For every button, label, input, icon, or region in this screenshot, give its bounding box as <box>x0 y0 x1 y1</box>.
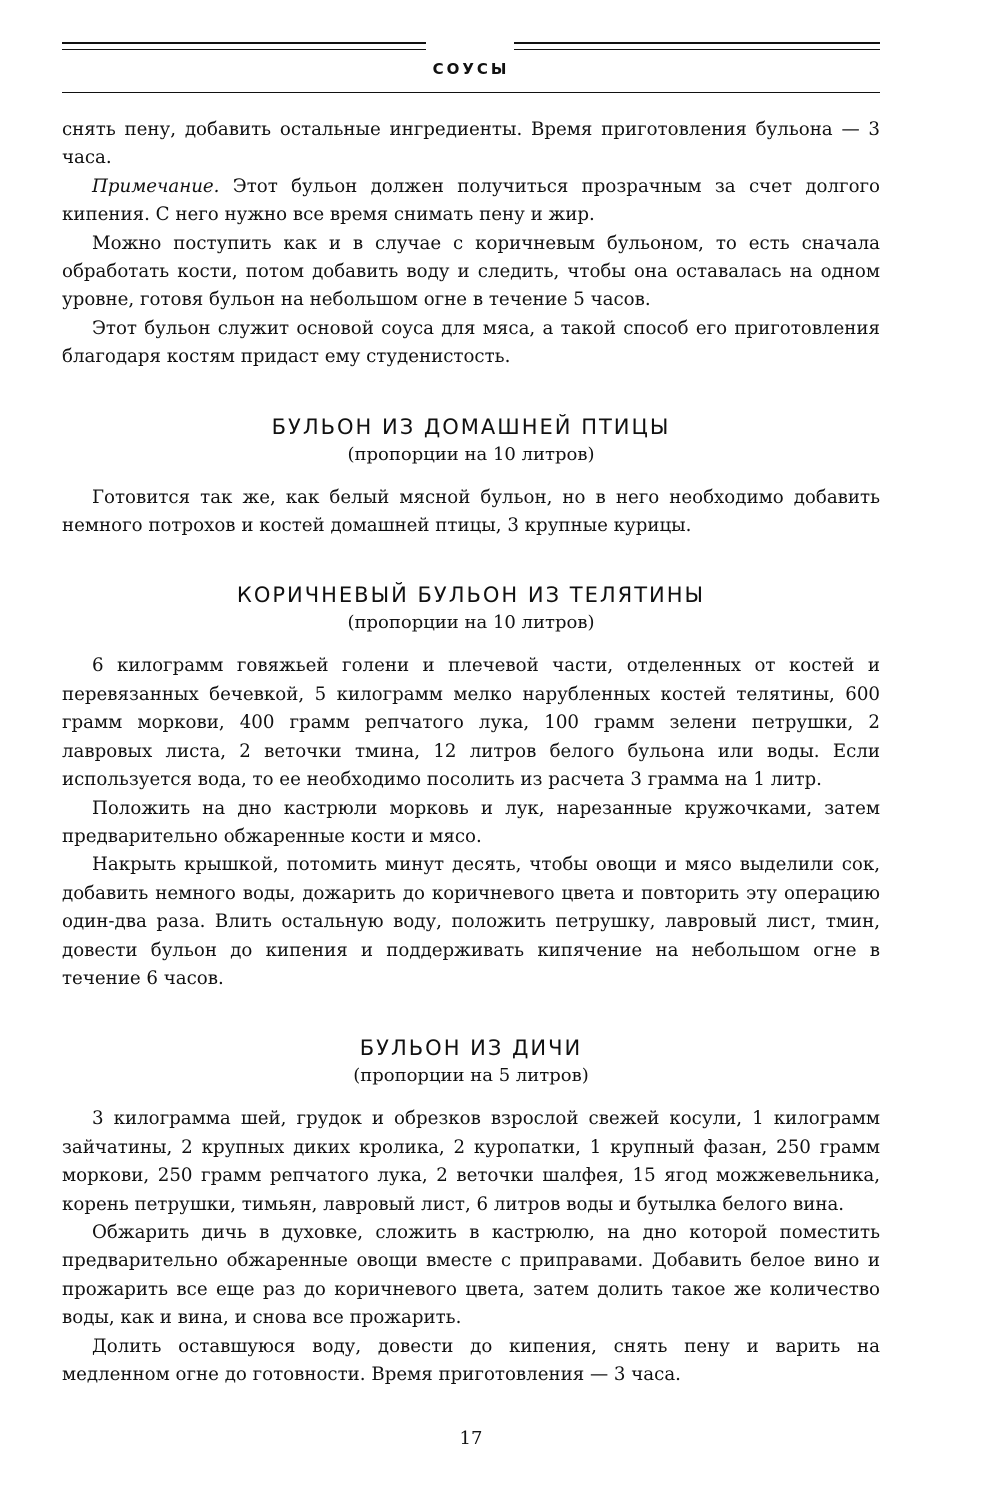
intro-paragraph-4: Этот бульон служит основой соуса для мяса, а такой способ его приготовления благодаря костям придаст ему студенистость. <box>62 317 880 368</box>
section-paragraph: 3 килограмма шей, грудок и обрезков взрослой свежей косули, 1 килограмм зайчатины, 2 крупных диких кролика, 2 куропатки, 1 крупный фазан, 250 грамм моркови, 250 грамм репчатого лука, 2 веточки шалфея, 15 ягод можжевельника, корень петрушки, тимьян, лавровый лист, 6 литров воды и бутылка белого вина. <box>62 1108 880 1215</box>
section-subtitle: (пропорции на 10 литров) <box>347 443 595 465</box>
note-label: Примечание. <box>92 175 220 197</box>
page-content <box>62 116 880 1389</box>
intro-note-paragraph <box>62 173 880 230</box>
header-double-rule-left <box>62 42 426 50</box>
section-game-broth <box>62 1033 880 1389</box>
header-double-rule-right <box>514 42 880 50</box>
intro-paragraph-3: Можно поступить как и в случае с коричневым бульоном, то есть сначала обработать кости, потом добавить воду и следить, чтобы она оставалась на одном уровне, готовя бульон на небольшом огне в течение 5 часов. <box>62 232 880 311</box>
page-number: 17 <box>459 1428 483 1449</box>
section-title: БУЛЬОН ИЗ ДОМАШНЕЙ ПТИЦЫ <box>271 414 671 439</box>
intro-paragraph-1: снять пену, добавить остальные ингредиенты. Время приготовления бульона — 3 часа. <box>62 119 880 169</box>
section-subtitle: (пропорции на 10 литров) <box>347 612 595 634</box>
section-poultry-broth <box>62 412 880 541</box>
section-paragraph: Готовится так же, как белый мясной бульон, но в него необходимо добавить немного потрохов и костей домашней птицы, 3 крупные курицы. <box>62 486 880 537</box>
note-text: Этот бульон должен получиться прозрачным за счет долгого кипения. С него нужно все время снимать пену и жир. <box>62 175 880 226</box>
section-paragraph: Накрыть крышкой, потомить минут десять, чтобы овощи и мясо выделили сок, добавить немного воды, дожарить до коричневого цвета и повторить эту операцию один-два раза. Влить остальную воду, положить петрушку, лавровый лист, тмин, довести бульон до кипения и поддерживать кипячение на небольшом огне в течение 6 часов. <box>62 854 880 989</box>
section-brown-veal-broth <box>62 580 880 993</box>
section-paragraph: 6 килограмм говяжьей голени и плечевой части, отделенных от костей и перевязанных бечевкой, 5 килограмм мелко нарубленных костей телятины, 600 грамм моркови, 400 грамм репчатого лука, 100 грамм зелени петрушки, 2 лавровых листа, 2 веточки тмина, 12 литров белого бульона или воды. Если используется вода, то ее необходимо посолить из расчета 3 грамма на 1 литр. <box>62 655 880 791</box>
section-title: БУЛЬОН ИЗ ДИЧИ <box>359 1036 583 1061</box>
section-paragraph: Положить на дно кастрюли морковь и лук, нарезанные кружочками, затем предварительно обжаренные кости и мясо. <box>62 797 880 847</box>
section-paragraph: Долить оставшуюся воду, довести до кипения, снять пену и варить на медленном огне до готовности. Время приготовления — 3 часа. <box>62 1335 880 1385</box>
section-title: КОРИЧНЕВЫЙ БУЛЬОН ИЗ ТЕЛЯТИНЫ <box>236 583 706 608</box>
running-header <box>62 30 880 98</box>
section-subtitle: (пропорции на 5 литров) <box>353 1065 589 1087</box>
running-title: СОУСЫ <box>432 60 510 78</box>
book-page <box>62 30 880 1470</box>
section-paragraph: Обжарить дичь в духовке, сложить в кастрюлю, на дно которой поместить предварительно обжаренные овощи вместе с приправами. Добавить белое вино и прожарить все еще раз до коричневого цвета, затем долить такое же количество воды, как и вина, и снова все прожарить. <box>62 1221 880 1329</box>
header-rule <box>62 92 880 93</box>
